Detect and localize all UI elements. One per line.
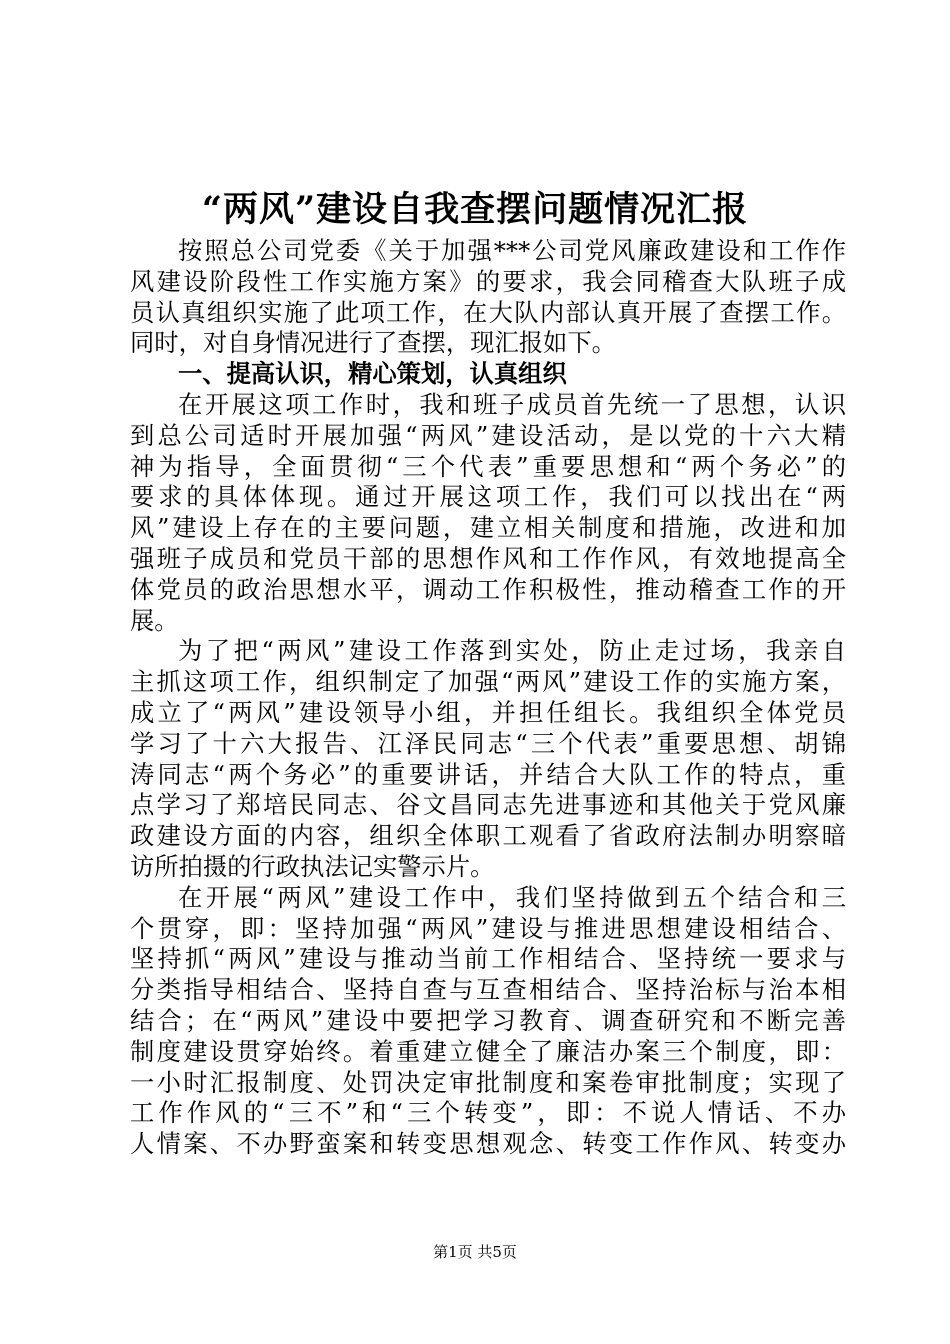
paragraph-line: 强班子成员和党员干部的思想作风和工作作风，有效地提高全 bbox=[130, 543, 846, 573]
paragraph-line: 风”建设上存在的主要问题，建立相关制度和措施，改进和加 bbox=[130, 513, 846, 543]
section-heading: 一、提高认识，精心策划，认真组织 bbox=[178, 359, 567, 389]
paragraph-line: 风建设阶段性工作实施方案》的要求，我会同稽查大队班子成 bbox=[130, 266, 846, 296]
page-footer: 第1页 共5页 bbox=[433, 1243, 517, 1261]
paragraph-line: 成立了“两风”建设领导小组，并担任组长。我组织全体党员 bbox=[130, 697, 846, 727]
paragraph-line: 访所拍摄的行政执法记实警示片。 bbox=[130, 851, 495, 881]
paragraph-line: 主抓这项工作，组织制定了加强“两风”建设工作的实施方案， bbox=[130, 667, 846, 697]
document-title: “两风”建设自我查摆问题情况汇报 bbox=[201, 189, 749, 230]
paragraph-line: 一小时汇报制度、处罚决定审批制度和案卷审批制度；实现了 bbox=[130, 1067, 846, 1097]
paragraph-line: 政建设方面的内容，组织全体职工观看了省政府法制办明察暗 bbox=[130, 821, 846, 851]
paragraph-line: 在开展这项工作时，我和班子成员首先统一了思想，认识 bbox=[178, 389, 846, 419]
paragraph-line: 人情案、不办野蛮案和转变思想观念、转变工作作风、转变办 bbox=[130, 1129, 846, 1159]
paragraph-line: 展。 bbox=[130, 605, 179, 635]
paragraph-line: 在开展“两风”建设工作中，我们坚持做到五个结合和三 bbox=[178, 882, 846, 912]
paragraph-line: 工作作风的“三不”和“三个转变”，即：不说人情话、不办 bbox=[130, 1098, 846, 1128]
paragraph-line: 个贯穿，即：坚持加强“两风”建设与推进思想建设相结合、 bbox=[130, 913, 846, 943]
paragraph-line: 结合；在“两风”建设中要把学习教育、调查研究和不断完善 bbox=[130, 1005, 846, 1035]
document-body bbox=[130, 236, 846, 1160]
paragraph-line: 同时，对自身情况进行了查摆，现汇报如下。 bbox=[130, 328, 616, 358]
paragraph-line: 体党员的政治思想水平，调动工作积极性，推动稽查工作的开 bbox=[130, 574, 846, 604]
paragraph-line: 按照总公司党委《关于加强***公司党风廉政建设和工作作 bbox=[178, 236, 846, 265]
paragraph-line: 分类指导相结合、坚持自查与互查相结合、坚持治标与治本相 bbox=[130, 975, 846, 1005]
paragraph-line: 涛同志“两个务必”的重要讲话，并结合大队工作的特点，重 bbox=[130, 759, 846, 789]
paragraph-line: 学习了十六大报告、江泽民同志“三个代表”重要思想、胡锦 bbox=[130, 728, 846, 758]
paragraph-line: 神为指导，全面贯彻“三个代表”重要思想和“两个务必”的 bbox=[130, 451, 846, 481]
paragraph-line: 员认真组织实施了此项工作，在大队内部认真开展了查摆工作。 bbox=[130, 297, 846, 327]
paragraph-line: 为了把“两风”建设工作落到实处，防止走过场，我亲自 bbox=[178, 636, 846, 666]
paragraph-line: 要求的具体体现。通过开展这项工作，我们可以找出在“两 bbox=[130, 482, 846, 512]
paragraph-line: 制度建设贯穿始终。着重建立健全了廉洁办案三个制度，即： bbox=[130, 1036, 846, 1066]
paragraph-line: 到总公司适时开展加强“两风”建设活动，是以党的十六大精 bbox=[130, 420, 846, 450]
paragraph-line: 点学习了郑培民同志、谷文昌同志先进事迹和其他关于党风廉 bbox=[130, 790, 846, 820]
paragraph-line: 坚持抓“两风”建设与推动当前工作相结合、坚持统一要求与 bbox=[130, 944, 846, 974]
